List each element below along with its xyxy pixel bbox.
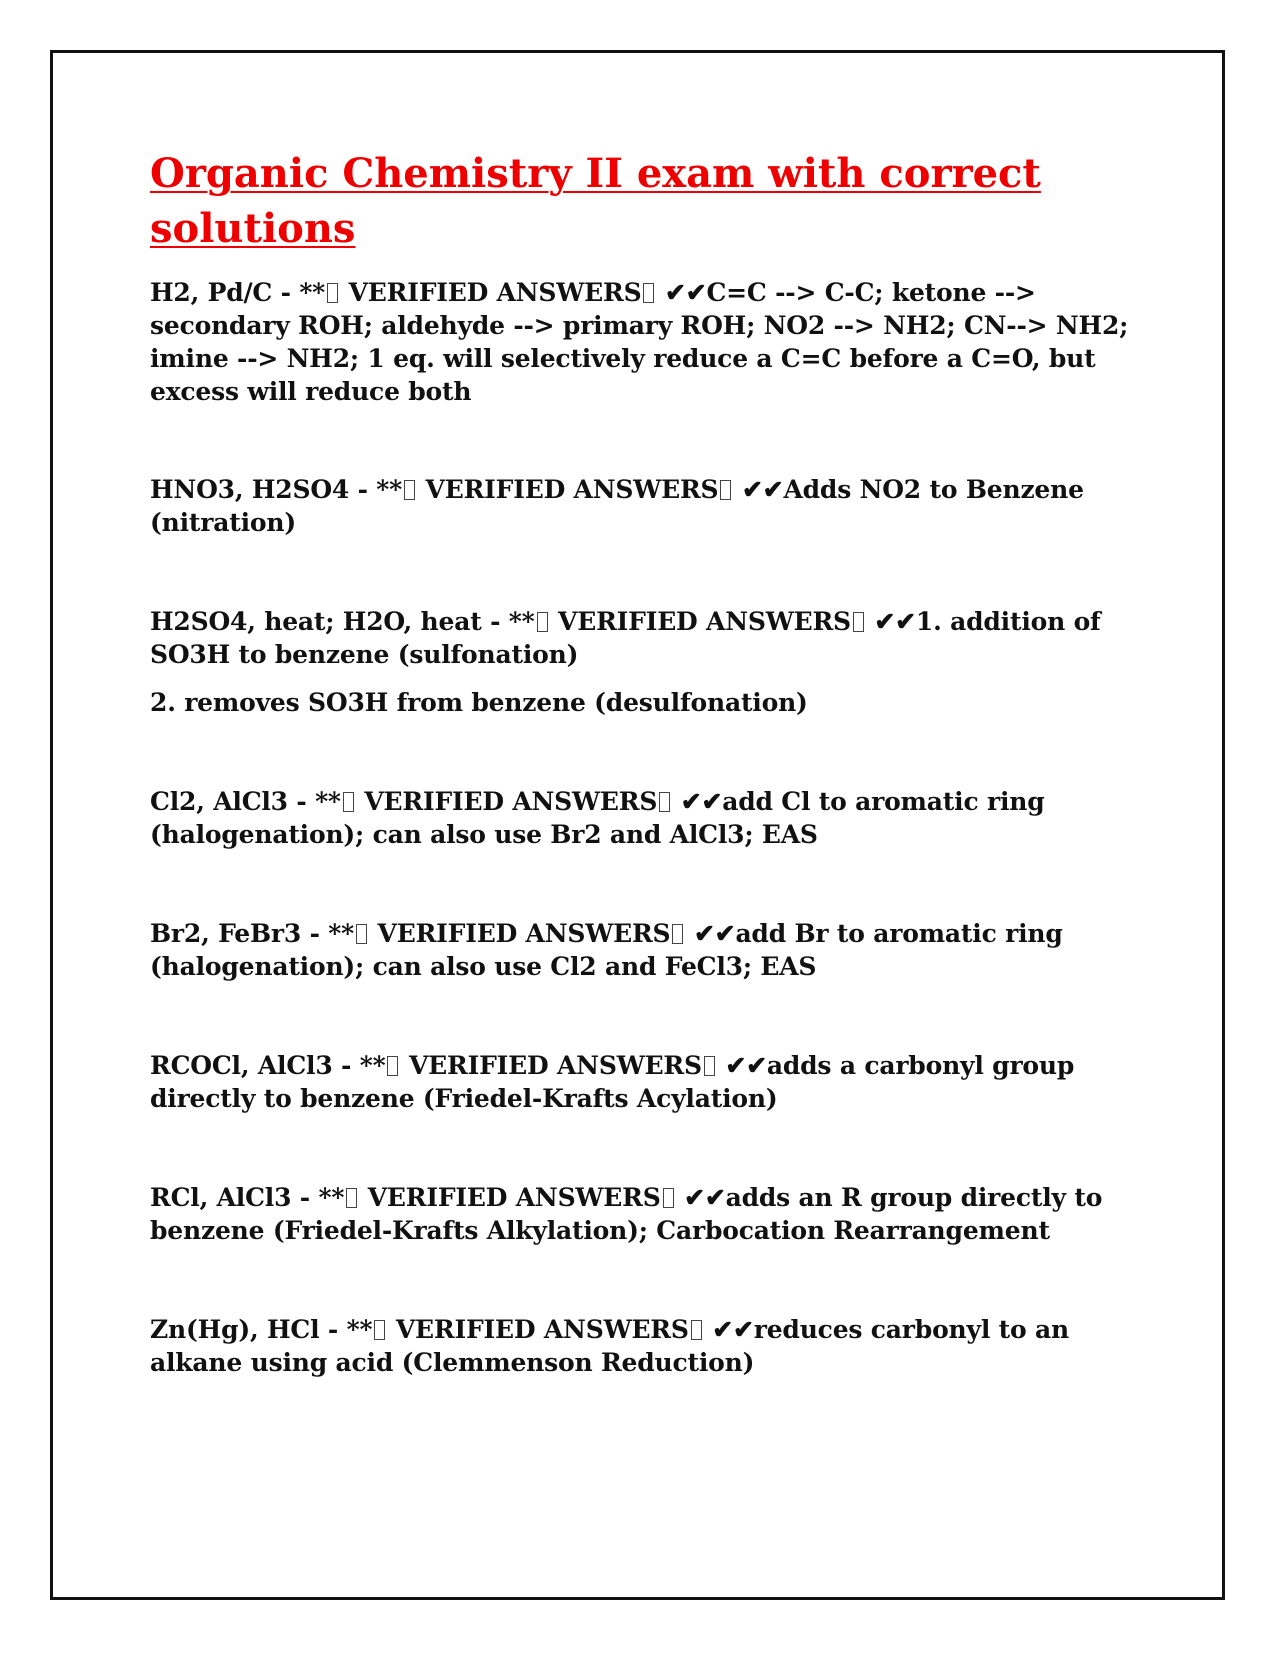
qa-text [150,1313,1140,1379]
qa-item [150,917,1140,983]
verified-label: VERIFIED ANSWERS [364,787,658,816]
missing-glyph-box-icon [659,792,670,812]
qa-text [150,473,1140,539]
qa-term: RCl, AlCl3 - ** [150,1183,345,1212]
qa-item [150,1313,1140,1379]
qa-item [150,1181,1140,1247]
missing-glyph-box-icon [346,1188,357,1208]
document-body [150,146,1140,1379]
qa-term: H2SO4, heat; H2O, heat - ** [150,607,535,636]
qa-text [150,605,1140,671]
missing-glyph-box-icon [663,1188,674,1208]
qa-answer: reduces carbonyl to an alkane using acid (Clemmenson Reduction) [150,1315,1069,1377]
checkmarks: ✔✔ [741,475,784,504]
qa-term: H2, Pd/C - ** [150,278,326,307]
qa-answer: adds an R group directly to benzene (Friedel-Krafts Alkylation); Carbocation Rearrangement [150,1183,1103,1245]
qa-answer-continuation: 2. removes SO3H from benzene (desulfonation) [150,688,808,717]
verified-label: VERIFIED ANSWERS [377,919,671,948]
qa-answer: C=C --> C-C; ketone --> secondary ROH; aldehyde --> primary ROH; NO2 --> NH2; CN--> NH2; imine --> NH2; 1 eq. will selectively reduce a C=C before a C=O, but excess will reduce both [150,278,1129,406]
qa-term: Zn(Hg), HCl - ** [150,1315,373,1344]
missing-glyph-box-icon [643,283,654,303]
qa-text [150,1181,1140,1247]
verified-label: VERIFIED ANSWERS [425,475,719,504]
qa-answer: add Br to aromatic ring (halogenation); can also use Cl2 and FeCl3; EAS [150,919,1063,981]
missing-glyph-box-icon [374,1320,385,1340]
missing-glyph-box-icon [853,612,864,632]
qa-item [150,276,1140,408]
checkmarks: ✔✔ [712,1315,754,1344]
qa-item [150,785,1140,851]
qa-term: RCOCl, AlCl3 - ** [150,1051,386,1080]
missing-glyph-box-icon [327,283,338,303]
qa-item [150,605,1140,719]
missing-glyph-box-icon [672,924,683,944]
missing-glyph-box-icon [356,924,367,944]
verified-label: VERIFIED ANSWERS [348,278,642,307]
checkmarks: ✔✔ [680,787,723,816]
document-title: Organic Chemistry II exam with correct solutions [150,150,1041,252]
checkmarks: ✔✔ [684,1183,726,1212]
qa-text [150,917,1140,983]
qa-answer: add Cl to aromatic ring (halogenation); can also use Br2 and AlCl3; EAS [150,787,1045,849]
missing-glyph-box-icon [404,480,415,500]
missing-glyph-box-icon [343,792,354,812]
qa-item [150,473,1140,539]
missing-glyph-box-icon [720,480,731,500]
qa-text [150,785,1140,851]
checkmarks: ✔✔ [874,607,916,636]
qa-text [150,276,1140,408]
qa-answer: adds a carbonyl group directly to benzene (Friedel-Krafts Acylation) [150,1051,1075,1113]
checkmarks: ✔✔ [693,919,736,948]
missing-glyph-box-icon [704,1056,715,1076]
verified-label: VERIFIED ANSWERS [558,607,851,636]
qa-term: Cl2, AlCl3 - ** [150,787,341,816]
missing-glyph-box-icon [537,612,548,632]
verified-label: VERIFIED ANSWERS [367,1183,661,1212]
qa-text [150,1049,1140,1115]
checkmarks: ✔✔ [725,1051,767,1080]
missing-glyph-box-icon [691,1320,702,1340]
verified-label: VERIFIED ANSWERS [408,1051,702,1080]
qa-term: HNO3, H2SO4 - ** [150,475,403,504]
qa-answer: Adds NO2 to Benzene (nitration) [150,475,1084,537]
qa-item [150,1049,1140,1115]
missing-glyph-box-icon [387,1056,398,1076]
qa-answer: 1. addition of SO3H to benzene (sulfonation) [150,607,1101,669]
verified-label: VERIFIED ANSWERS [395,1315,689,1344]
qa-term: Br2, FeBr3 - ** [150,919,355,948]
checkmarks: ✔✔ [664,278,707,307]
